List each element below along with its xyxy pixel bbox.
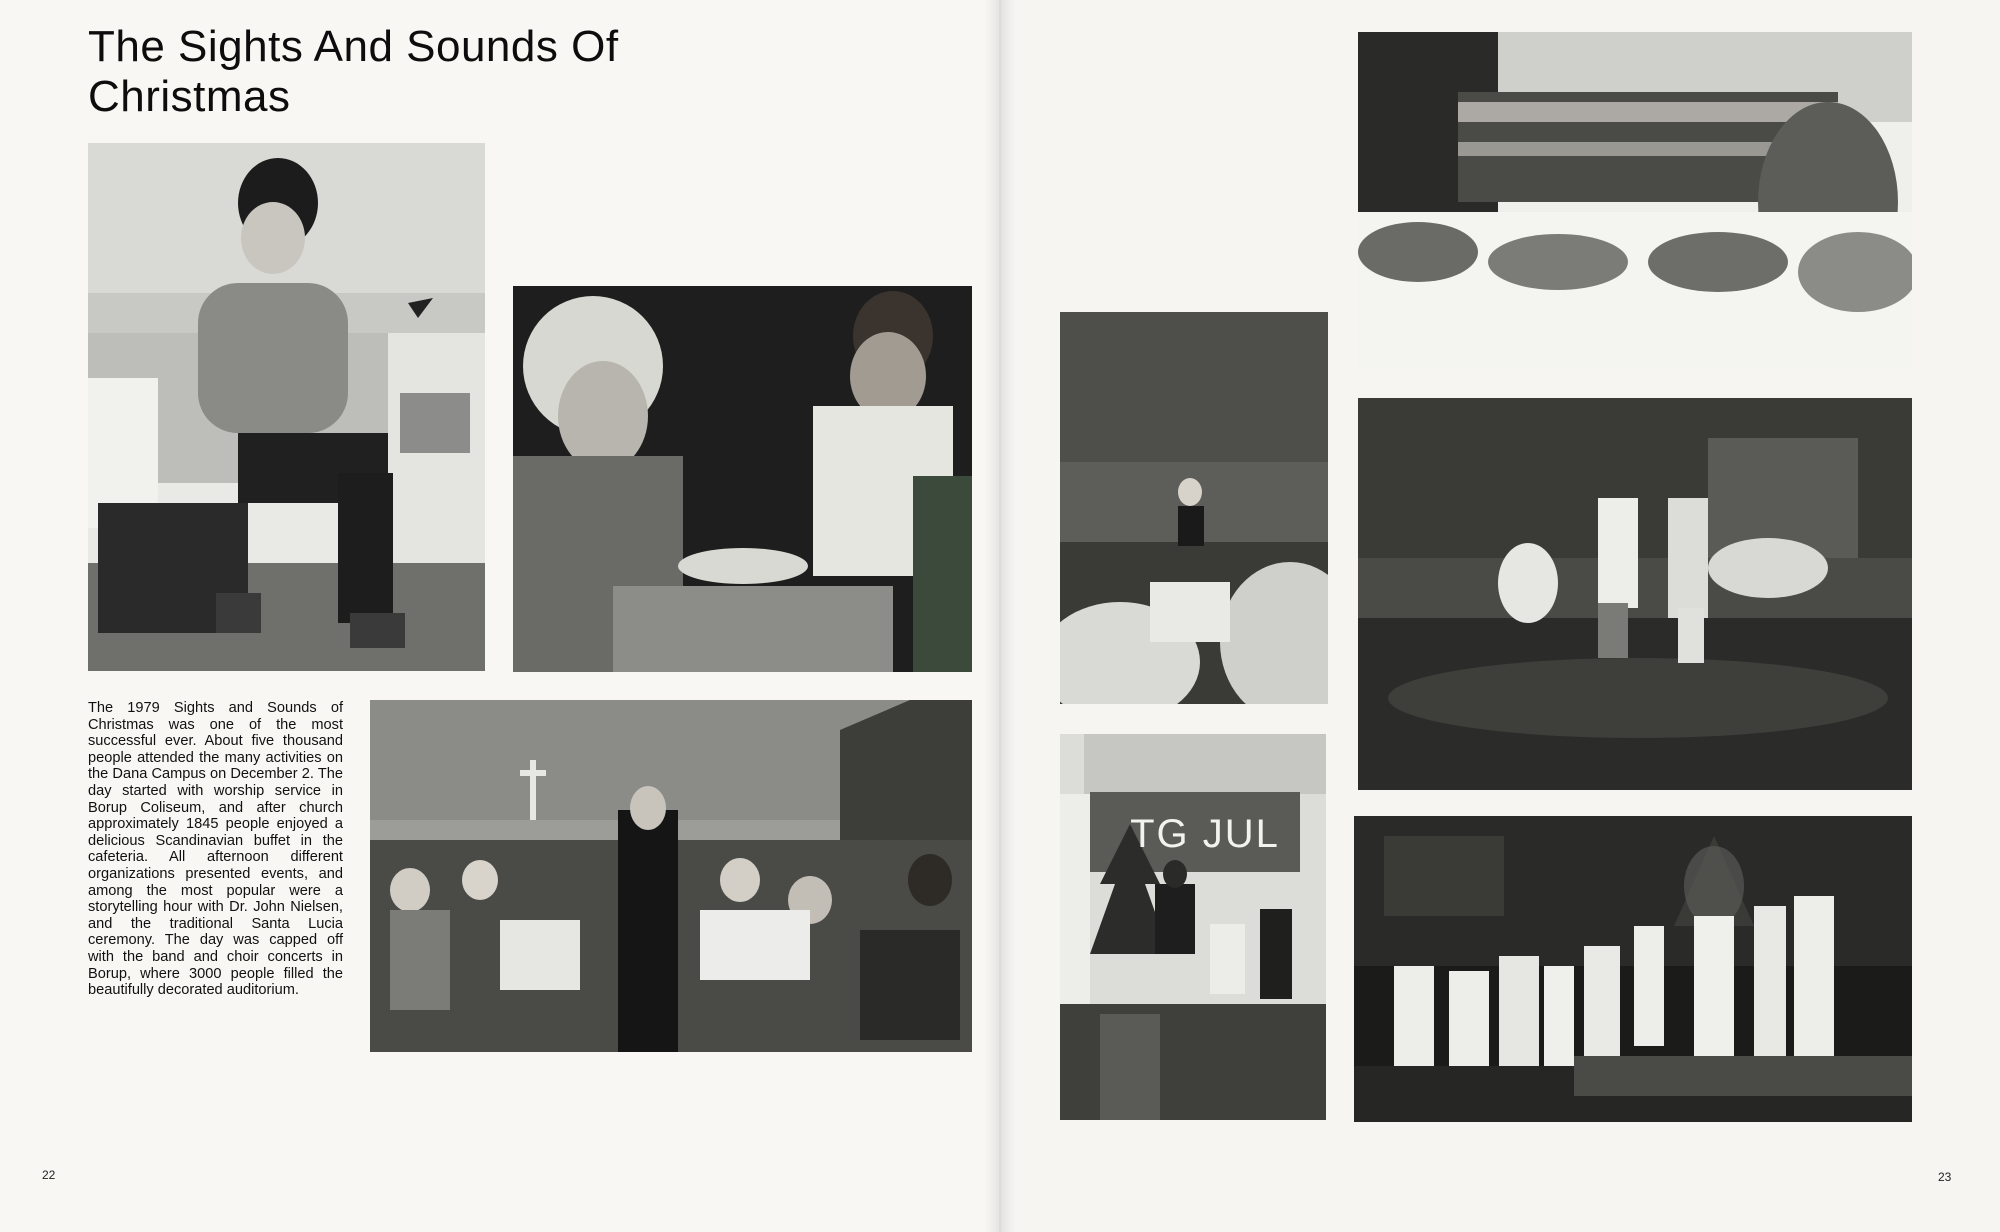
page-title: The Sights And Sounds Of Christmas bbox=[88, 22, 619, 121]
folk-dancers-photo bbox=[1358, 398, 1912, 790]
buffet-server-photo bbox=[513, 286, 972, 672]
article-body: The 1979 Sights and Sounds of Christmas was one of the most successful ever. About five thousand people attended the many activities on the Dana Campus on December 2. The day started with worship service in Borup Coliseum, and after church approximately 1845 people enjoyed a delicious Scandinavian buffet in the cafeteria. All afternoon different organizations presented events, and among the most popular were a storytelling hour with Dr. John Nielsen, and the traditional Santa Lucia ceremony. The day was capped off with the band and choir concerts in Borup, where 3000 people filled the beautifully decorated auditorium. bbox=[88, 700, 343, 999]
choir-concert-photo bbox=[1358, 32, 1912, 368]
tg-jul-banner: TG JUL bbox=[1130, 812, 1280, 856]
storyteller-photo bbox=[88, 143, 485, 671]
page-number-right: 23 bbox=[1938, 1170, 1952, 1184]
audience-conductor-photo bbox=[1060, 312, 1328, 704]
tg-jul-stage-photo bbox=[1060, 734, 1326, 1120]
page-gutter bbox=[985, 0, 1015, 1232]
page-number-left: 22 bbox=[42, 1168, 56, 1182]
santa-lucia-procession-photo bbox=[1354, 816, 1912, 1122]
band-concert-photo bbox=[370, 700, 972, 1052]
